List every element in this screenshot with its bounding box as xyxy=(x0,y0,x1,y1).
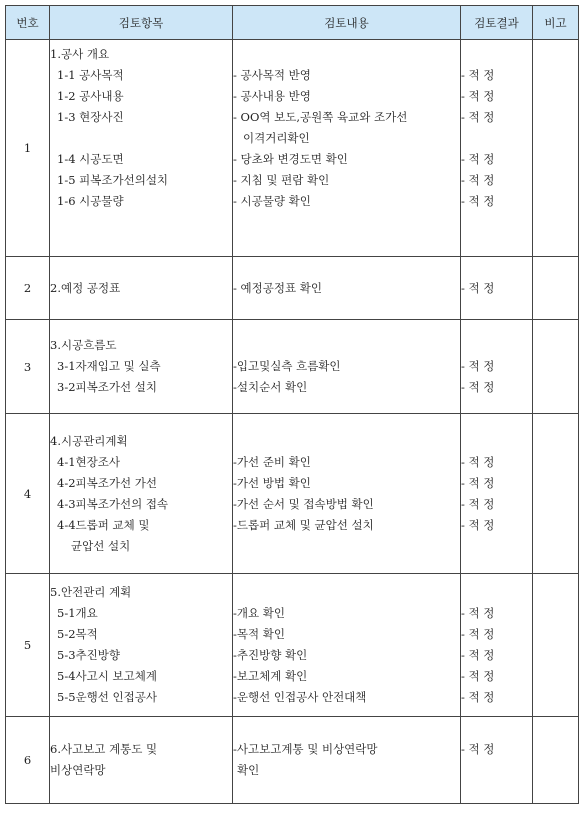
content-line: -가선 순서 및 접속방법 확인 xyxy=(233,496,374,511)
result-line xyxy=(461,760,532,781)
row-number: 1 xyxy=(6,40,50,257)
result-line xyxy=(461,431,532,452)
sub-item: 5-4사고시 보고체계 xyxy=(57,669,157,683)
result-line: - 적 정 xyxy=(461,606,495,620)
remarks-cell xyxy=(533,574,579,717)
result-line: - 적 정 xyxy=(461,359,495,373)
result-line: - 적 정 xyxy=(461,280,495,295)
result-line: - 적 정 xyxy=(461,517,495,532)
row-number: 5 xyxy=(6,574,50,717)
section-title: 1.공사 개요 xyxy=(50,47,110,61)
content-line: - 지침 및 편람 확인 xyxy=(233,173,330,187)
review-content-cell xyxy=(233,414,461,574)
content-line: -가선 방법 확인 xyxy=(233,475,311,490)
content-line: -가선 준비 확인 xyxy=(233,454,311,469)
review-result-cell xyxy=(461,717,533,804)
review-result-cell xyxy=(461,574,533,717)
remarks-cell xyxy=(533,717,579,804)
sub-item: 4-2피복조가선 가선 xyxy=(57,475,157,490)
result-line: - 적 정 xyxy=(461,690,495,704)
content-line: - 예정공정표 확인 xyxy=(233,280,322,295)
row-number: 2 xyxy=(6,257,50,320)
sub-item: 3-1자재입고 및 실측 xyxy=(57,359,161,373)
review-result-cell xyxy=(461,320,533,414)
review-content-cell xyxy=(233,40,461,257)
header-number: 번호 xyxy=(6,6,50,40)
result-line: - 적 정 xyxy=(461,194,495,208)
section-title: 5.안전관리 계획 xyxy=(50,585,132,599)
sub-item: 5-5운행선 인접공사 xyxy=(57,690,157,704)
sub-item: 3-2피복조가선 설치 xyxy=(57,380,157,394)
sub-item: 1-2 공사내용 xyxy=(57,89,124,103)
table-row xyxy=(6,414,579,574)
review-table xyxy=(5,5,579,804)
row-number: 4 xyxy=(6,414,50,574)
content-line: -목적 확인 xyxy=(233,627,285,641)
content-line: -보고체계 확인 xyxy=(233,669,308,683)
review-item-cell xyxy=(50,414,233,574)
review-content-cell xyxy=(233,717,461,804)
result-line: - 적 정 xyxy=(461,380,495,394)
result-line xyxy=(461,44,532,65)
content-line: -개요 확인 xyxy=(233,606,285,620)
result-line: - 적 정 xyxy=(461,742,495,756)
content-line: - 당초와 변경도면 확인 xyxy=(233,152,348,166)
sub-item: 1-1 공사목적 xyxy=(57,68,124,82)
content-line: -설치순서 확인 xyxy=(233,380,308,394)
result-line: - 적 정 xyxy=(461,110,495,124)
result-line xyxy=(461,335,532,356)
header-review-result: 검토결과 xyxy=(461,6,533,40)
sub-item: 5-3추진방향 xyxy=(57,648,120,662)
sub-item: 1-5 피복조가선의설치 xyxy=(57,173,169,187)
sub-item-continued: 균압선 설치 xyxy=(71,538,131,553)
header-row xyxy=(6,6,579,40)
content-line: - 공사목적 반영 xyxy=(233,68,311,82)
result-line: - 적 정 xyxy=(461,454,495,469)
table-row xyxy=(6,320,579,414)
section-title: 3.시공흐름도 xyxy=(50,338,117,352)
content-line: -추진방향 확인 xyxy=(233,648,308,662)
review-content-cell xyxy=(233,574,461,717)
sub-item xyxy=(50,128,232,149)
content-line: - 시공물량 확인 xyxy=(233,194,311,208)
sub-item: 1-6 시공물량 xyxy=(57,194,124,208)
result-line: - 적 정 xyxy=(461,669,495,683)
review-item-cell xyxy=(50,717,233,804)
content-line xyxy=(233,44,460,65)
sub-item: 1-4 시공도면 xyxy=(57,152,124,166)
result-line: - 적 정 xyxy=(461,648,495,662)
content-line xyxy=(233,431,460,452)
content-line: -운행선 인접공사 안전대책 xyxy=(233,690,367,704)
result-line xyxy=(461,536,532,557)
review-item-cell xyxy=(50,257,233,320)
review-content-cell xyxy=(233,257,461,320)
review-item-cell xyxy=(50,40,233,257)
content-line: -입고및실측 흐름확인 xyxy=(233,359,341,373)
content-line xyxy=(233,536,460,557)
content-line xyxy=(233,335,460,356)
table-row xyxy=(6,257,579,320)
review-result-cell xyxy=(461,40,533,257)
remarks-cell xyxy=(533,320,579,414)
section-title: 4.시공관리계획 xyxy=(50,433,128,448)
content-line: -사고보고계통 및 비상연락망 xyxy=(233,742,378,756)
result-line: - 적 정 xyxy=(461,475,495,490)
remarks-cell xyxy=(533,40,579,257)
row-number: 6 xyxy=(6,717,50,804)
section-title-continued: 비상연락망 xyxy=(50,763,106,777)
header-review-item: 검토항목 xyxy=(50,6,233,40)
table-row xyxy=(6,40,579,257)
sub-item: 5-2목적 xyxy=(57,627,98,641)
content-line xyxy=(233,582,460,603)
result-line: - 적 정 xyxy=(461,627,495,641)
header-review-content: 검토내용 xyxy=(233,6,461,40)
header-remarks: 비고 xyxy=(533,6,579,40)
sub-item: 5-1개요 xyxy=(57,606,98,620)
result-line: - 적 정 xyxy=(461,68,495,82)
table-row xyxy=(6,574,579,717)
result-line: - 적 정 xyxy=(461,496,495,511)
content-line: -드롭퍼 교체 및 균압선 설치 xyxy=(233,517,374,532)
content-line: 이격거리확인 xyxy=(243,131,310,145)
section-title: 6.사고보고 계통도 및 xyxy=(50,742,158,756)
sub-item: 4-4드롭퍼 교체 및 xyxy=(57,517,150,532)
result-line xyxy=(461,128,532,149)
section-title: 2.예정 공정표 xyxy=(50,280,121,295)
content-line: - OO역 보도,공원쪽 육교와 조가선 xyxy=(233,110,408,124)
table-row xyxy=(6,717,579,804)
result-line: - 적 정 xyxy=(461,152,495,166)
review-item-cell xyxy=(50,320,233,414)
content-line: 확인 xyxy=(237,763,260,777)
remarks-cell xyxy=(533,414,579,574)
sub-item: 4-3피복조가선의 접속 xyxy=(57,496,169,511)
sub-item: 4-1현장조사 xyxy=(57,454,120,469)
sub-item: 1-3 현장사진 xyxy=(57,110,124,124)
row-number: 3 xyxy=(6,320,50,414)
result-line: - 적 정 xyxy=(461,89,495,103)
result-line: - 적 정 xyxy=(461,173,495,187)
review-content-cell xyxy=(233,320,461,414)
content-line: - 공사내용 반영 xyxy=(233,89,311,103)
review-result-cell xyxy=(461,257,533,320)
review-item-cell xyxy=(50,574,233,717)
review-result-cell xyxy=(461,414,533,574)
result-line xyxy=(461,582,532,603)
remarks-cell xyxy=(533,257,579,320)
